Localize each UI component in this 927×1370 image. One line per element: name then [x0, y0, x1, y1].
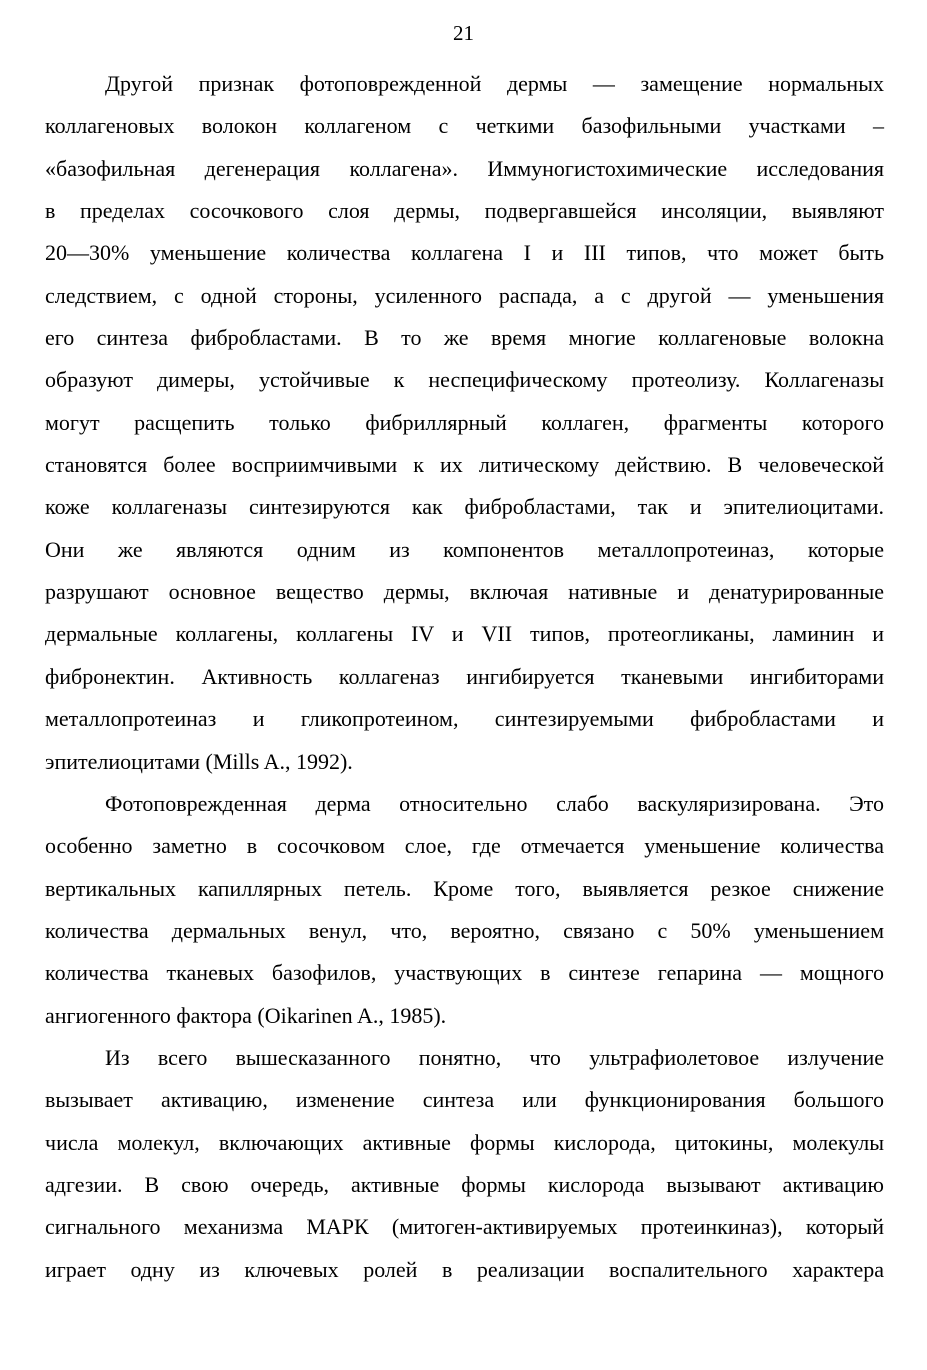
text-line: количества тканевых базофилов, участвующих в синтезе гепарина — мощного [45, 960, 884, 986]
text-line: Другой признак фотоповрежденной дермы — замещение нормальных [105, 71, 884, 96]
text-line: становятся более восприимчивыми к их литическому действию. В человеческой [45, 452, 884, 478]
text-line: Фотоповрежденная дерма относительно слабо васкуляризирована. Это [105, 790, 884, 816]
text-line: коллагеновых волокон коллагеном с четкими базофильными участками – [45, 113, 884, 139]
text-line: следствием, с одной стороны, усиленного распада, а с другой — уменьшения [45, 282, 884, 308]
text-line: разрушают основное вещество дермы, включая нативные и денатурированные [45, 579, 884, 605]
paragraph-3 [45, 1037, 884, 1291]
text-line: особенно заметно в сосочковом слое, где отмечается уменьшение количества [45, 833, 884, 859]
text-line: ангиогенного фактора (Oikarinen A., 1985). [45, 1002, 447, 1028]
paragraph-1 [45, 63, 884, 783]
text-line: коже коллагеназы синтезируются как фибробластами, так и эпителиоцитами. [45, 494, 884, 520]
text-line: количества дермальных венул, что, вероятно, связано с 50% уменьшением [45, 917, 884, 943]
text-line: дермальные коллагены, коллагены IV и VII типов, протеогликаны, ламинин и [45, 621, 884, 647]
text-line: играет одну из ключевых ролей в реализации воспалительного характера [45, 1256, 884, 1282]
text-line: числа молекул, включающих активные формы кислорода, цитокины, молекулы [45, 1129, 884, 1155]
text-line: фибронектин. Активность коллагеназ ингибируется тканевыми ингибиторами [45, 663, 884, 689]
text-line: «базофильная дегенерация коллагена». Иммуногистохимические исследования [45, 155, 884, 181]
text-line: его синтеза фибробластами. В то же время многие коллагеновые волокна [45, 325, 884, 351]
text-line: металлопротеиназ и гликопротеином, синтезируемыми фибробластами и [45, 706, 884, 732]
body-text [45, 63, 884, 1291]
text-line: в пределах сосочкового слоя дермы, подвергавшейся инсоляции, выявляют [45, 198, 884, 224]
text-line: 20—30% уменьшение количества коллагена I и III типов, что может быть [45, 240, 884, 266]
text-line: образуют димеры, устойчивые к неспецифическому протеолизу. Коллагеназы [45, 367, 884, 393]
paragraph-2 [45, 783, 884, 1037]
text-line: эпителиоцитами (Mills A., 1992). [45, 748, 353, 774]
text-line: Они же являются одним из компонентов металлопротеиназ, которые [45, 536, 884, 562]
page-number: 21 [453, 21, 474, 45]
text-line: вертикальных капиллярных петель. Кроме того, выявляется резкое снижение [45, 875, 884, 901]
text-line: адгезии. В свою очередь, активные формы кислорода вызывают активацию [45, 1171, 884, 1197]
text-line: вызывает активацию, изменение синтеза или функционирования большого [45, 1087, 884, 1113]
text-line: могут расщепить только фибриллярный коллаген, фрагменты которого [45, 409, 884, 435]
text-line: Из всего вышесказанного понятно, что ультрафиолетовое излучение [105, 1044, 884, 1070]
text-line: сигнального механизма МАРК (митоген-активируемых протеинкиназ), который [45, 1214, 884, 1240]
